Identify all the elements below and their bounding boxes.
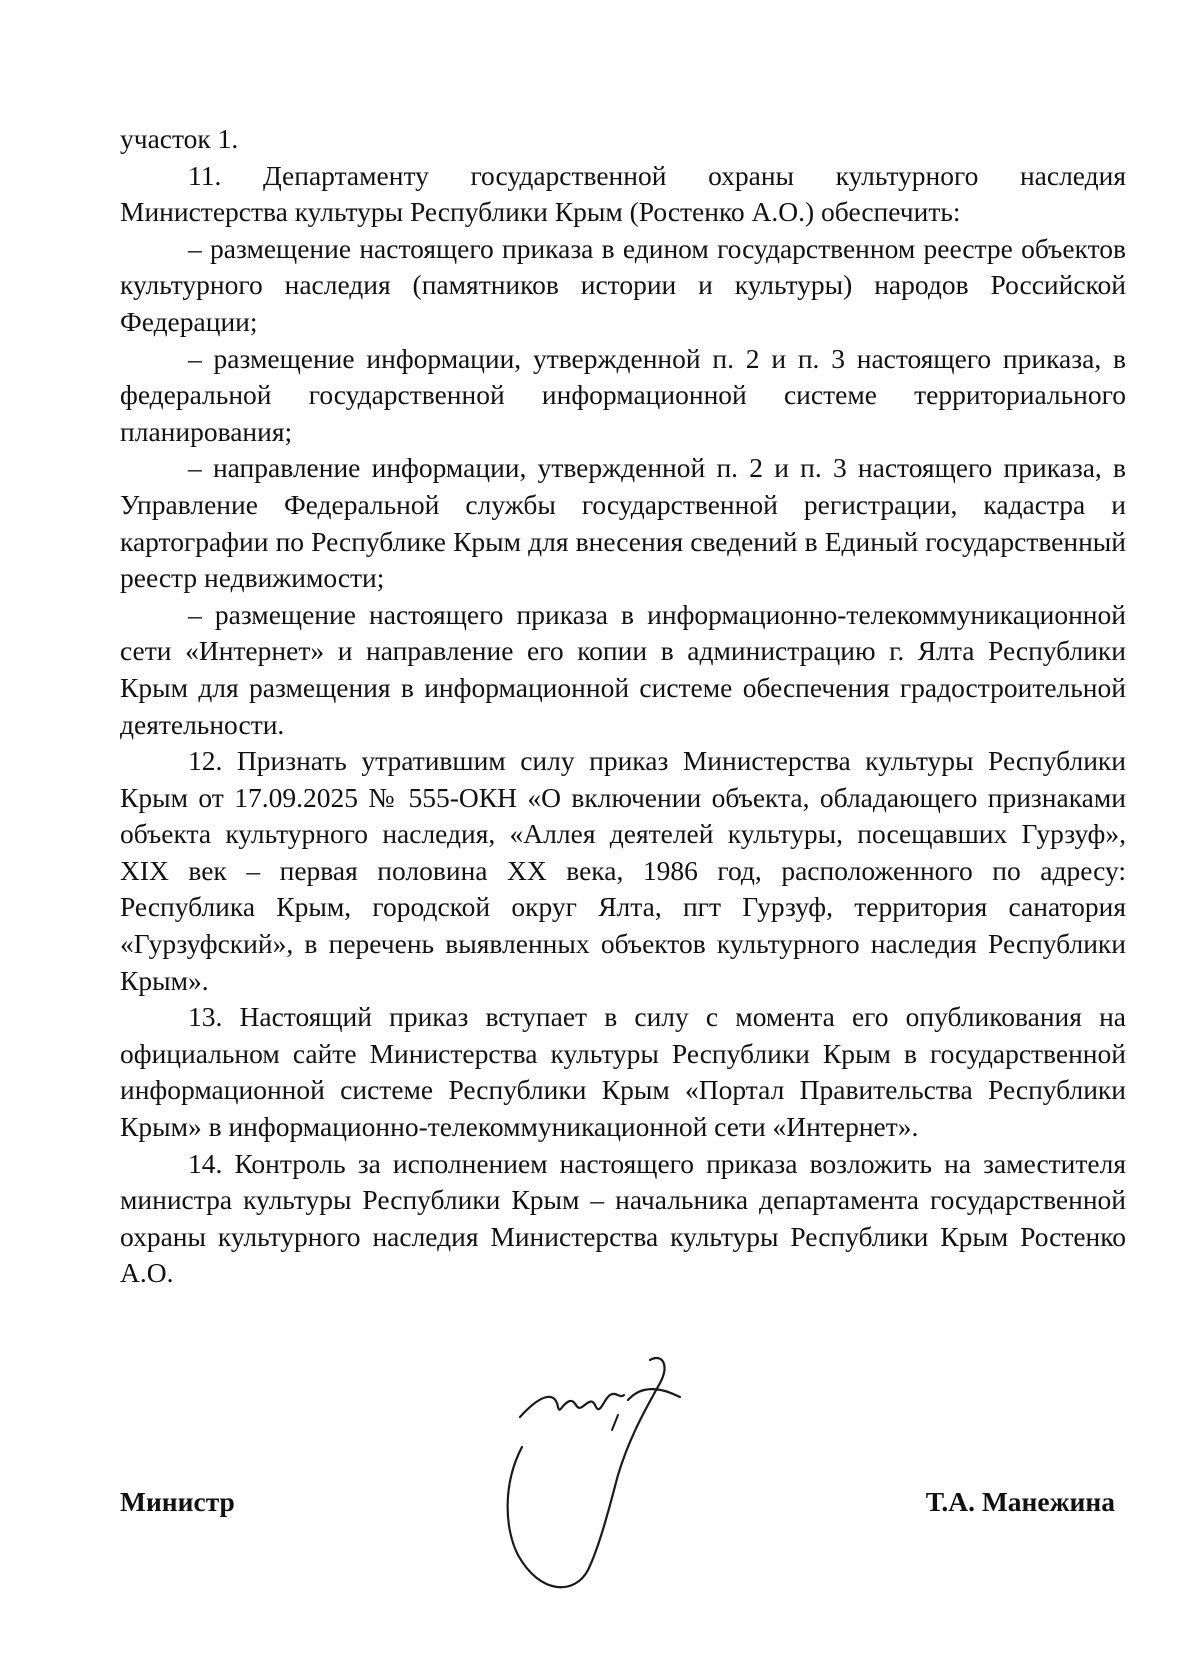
signature-block (0, 1486, 1200, 1546)
paragraph-11: 11. Департаменту государственной охраны культурного наследия Министерства культуры Республики Крым (Ростенко А.О.) обеспечить: (120, 159, 1126, 228)
document-body (120, 121, 1126, 1292)
paragraph-11-item-2: – размещение информации, утвержденной п. 2 и п. 3 настоящего приказа, в федеральной государственной информационной системе территориального планирования; (120, 342, 1126, 447)
paragraph-11-item-4: – размещение настоящего приказа в информационно-телекоммуникационной сети «Интернет» и направление его копии в администрацию г. Ялта Республики Крым для размещения в информационной системе обеспечения градостроительной деятельности. (120, 598, 1126, 740)
handwritten-signature (500, 1355, 730, 1605)
paragraph-13: 13. Настоящий приказ вступает в силу с момента его опубликования на официальном сайте Министерства культуры Республики Крым в государственной информационной системе Республики Крым «Портал Правительства Республики Крым» в информационно-телекоммуникационной сети «Интернет». (120, 1001, 1126, 1143)
signatory-title: Министр (120, 1486, 235, 1517)
paragraph-14: 14. Контроль за исполнением настоящего приказа возложить на заместителя министра культуры Республики Крым – начальника департамента государственной охраны культурного наследия Министерства культуры Республики Крым Ростенко А.О. (120, 1147, 1126, 1289)
paragraph-12: 12. Признать утратившим силу приказ Министерства культуры Республики Крым от 17.09.2025 № 555-ОКН «О включении объекта, обладающего признаками объекта культурного наследия, «Аллея деятелей культуры, посещавших Гурзуф», XIX век – первая половина XX века, 1986 год, расположенного по адресу: Республика Крым, городской округ Ялта, пгт Гурзуф, территория санатория «Гурзуфский», в перечень выявленных объектов культурного наследия Республики Крым». (120, 745, 1126, 996)
signatory-name: Т.А. Манежина (925, 1486, 1115, 1517)
paragraph-continuation: участок 1. (120, 123, 239, 154)
paragraph-11-item-3: – направление информации, утвержденной п. 2 и п. 3 настоящего приказа, в Управление Федеральной службы государственной регистрации, кадастра и картографии по Республике Крым для внесения сведений в Единый государственный реестр недвижимости; (120, 452, 1126, 594)
paragraph-11-item-1: – размещение настоящего приказа в едином государственном реестре объектов культурного наследия (памятников истории и культуры) народов Российской Федерации; (120, 232, 1126, 337)
